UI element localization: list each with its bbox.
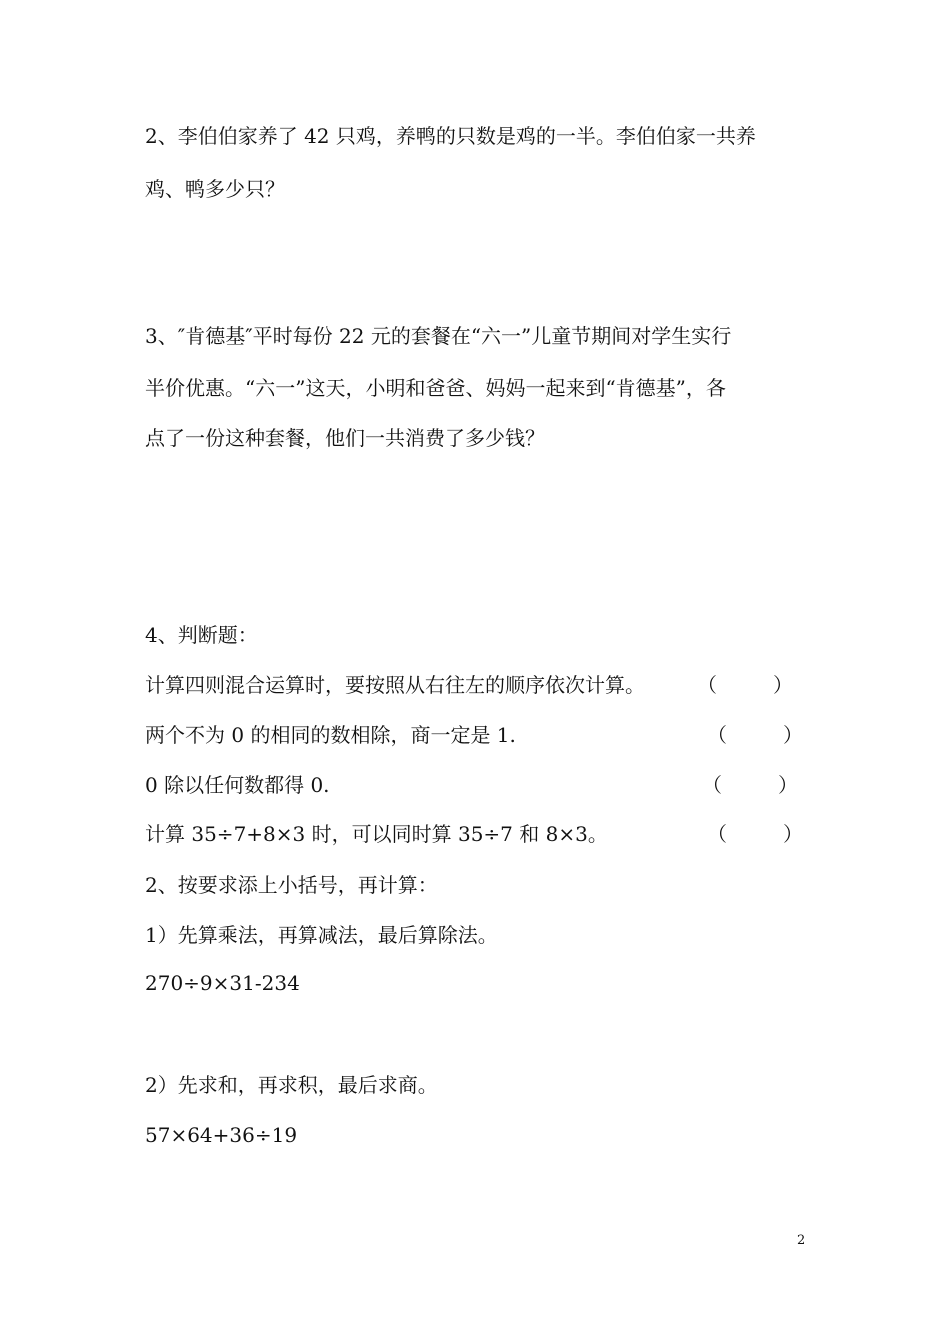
- q3-line-3: 点了一份这种套餐，他们一共消费了多少钱？: [145, 426, 545, 450]
- q3-line-1: 3、″肯德基″平时每份 22 元的套餐在“六一”儿童节期间对学生实行: [145, 324, 732, 348]
- bracket-part2-instruction: 2）先求和，再求积，最后求商。: [145, 1073, 438, 1097]
- judge-item: [145, 771, 798, 799]
- q3-line-2: 半价优惠。“六一”这天，小明和爸爸、妈妈一起来到“肯德基”，各: [145, 376, 726, 400]
- q2-line-2: 鸡、鸭多少只？: [145, 177, 285, 201]
- bracket-part1-instruction: 1）先算乘法，再算减法，最后算除法。: [145, 923, 498, 947]
- judge-item: [145, 820, 803, 848]
- bracket-title: 2、按要求添上小括号，再计算：: [145, 873, 438, 897]
- bracket-part1-expression: 270÷9×31-234: [145, 971, 300, 995]
- answer-blank[interactable]: （ ）: [702, 773, 798, 797]
- bracket-part2-expression: 57×64+36÷19: [145, 1123, 298, 1147]
- judge-item-text: 0 除以任何数都得 0.: [145, 773, 330, 797]
- judge-item: [145, 671, 795, 699]
- q4-title: 4、判断题：: [145, 623, 258, 647]
- answer-blank[interactable]: （ ）: [697, 673, 793, 697]
- judge-item: [145, 721, 803, 749]
- page-number: 2: [797, 1233, 806, 1248]
- judge-item-text: 计算四则混合运算时，要按照从右往左的顺序依次计算。: [145, 673, 645, 697]
- q2-line-1: 2、李伯伯家养了 42 只鸡，养鸭的只数是鸡的一半。李伯伯家一共养: [145, 124, 756, 148]
- judge-item-text: 两个不为 0 的相同的数相除，商一定是 1.: [145, 723, 516, 747]
- answer-blank[interactable]: （ ）: [707, 822, 803, 846]
- answer-blank[interactable]: （ ）: [707, 723, 803, 747]
- judge-item-text: 计算 35÷7+8×3 时，可以同时算 35÷7 和 8×3。: [145, 822, 608, 846]
